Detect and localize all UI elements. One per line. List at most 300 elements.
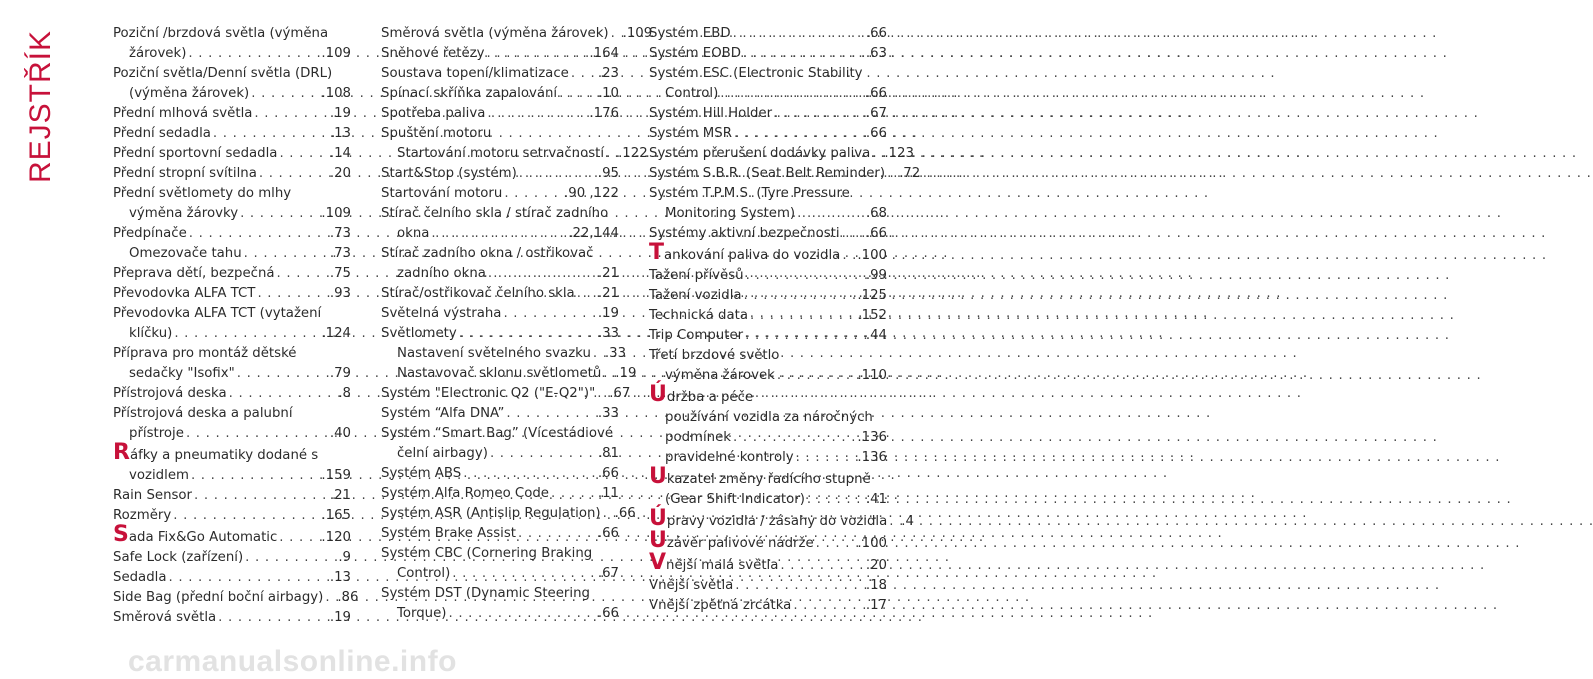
- page-number: .109: [321, 46, 351, 61]
- leader-dots: [842, 224, 864, 244]
- entry-term: Systém "Electronic Q2 ("E-Q2")": [381, 386, 596, 401]
- leader-dots: [733, 428, 855, 448]
- page-number: .9: [338, 550, 351, 565]
- page-number: .19: [615, 366, 637, 381]
- page-number: .20: [865, 558, 887, 573]
- leader-dots: [279, 144, 327, 164]
- entry-term: Omezovače tahu: [129, 246, 242, 261]
- page-number: .176: [589, 106, 619, 121]
- index-entry: [381, 324, 619, 344]
- leader-dots: [506, 404, 595, 424]
- entry-term: přístroje: [129, 426, 184, 441]
- leader-dots: [796, 448, 856, 468]
- index-entry: [381, 124, 648, 164]
- index-entry: [649, 550, 887, 576]
- entry-heading: Systém “Smart Bag” (Vícestádiové: [381, 426, 614, 441]
- leader-dots: [174, 324, 319, 344]
- entry-term: zadního okna: [397, 266, 486, 281]
- page-number: .109: [622, 26, 653, 41]
- page-number: .86: [337, 590, 359, 605]
- index-entry: [113, 244, 351, 264]
- entry-term: Tažení přívěsů: [649, 268, 744, 283]
- entry-term: Světelná výstraha: [381, 306, 502, 321]
- index-entry: [381, 504, 636, 524]
- leader-dots: [254, 104, 327, 124]
- entry-term: Přední sportovní sedadla: [113, 146, 278, 161]
- entry-term: Systém ASR (Antislip Regulation): [381, 506, 601, 521]
- page-number: .13: [329, 126, 351, 141]
- initial-letter: T: [649, 240, 665, 265]
- leader-dots: [194, 486, 328, 506]
- leader-dots: [245, 548, 336, 568]
- index-entry: [113, 486, 351, 506]
- entry-heading: Systém T.P.M.S. (Tyre Pressure: [649, 186, 850, 201]
- entry-term: pravidelné kontroly: [665, 450, 794, 465]
- entry-term: Systém ABS: [381, 466, 462, 481]
- entry-term: Soustava topení/klimatizace: [381, 66, 569, 81]
- entry-term: Vnější zpětná zrcátka: [649, 598, 792, 613]
- leader-dots: [744, 286, 856, 306]
- entry-term: nější malá světla: [666, 558, 779, 573]
- entry-term: Side Bag (přední boční airbagy): [113, 590, 324, 605]
- page-number: .67: [609, 386, 631, 401]
- page-number: .79: [329, 366, 351, 381]
- page-number: .19: [329, 610, 351, 625]
- index-entry: [649, 286, 887, 306]
- page-number: .21: [329, 488, 351, 503]
- page-number: .41: [865, 492, 887, 507]
- page-number: .66: [614, 506, 636, 521]
- entry-term: Systém EOBD: [649, 46, 742, 61]
- leader-dots: [720, 84, 864, 104]
- entry-term: Stírač/ostřikovač čelního skla: [381, 286, 575, 301]
- leader-dots: [733, 24, 864, 44]
- leader-dots: [186, 424, 328, 444]
- index-entry: [113, 224, 351, 244]
- entry-term: sedačky "Isofix": [129, 366, 235, 381]
- entry-term: Přední stropní svítilna: [113, 166, 257, 181]
- entry-term: ankování paliva do vozidla: [664, 248, 841, 263]
- entry-term: Systém přerušení dodávky paliva: [649, 146, 871, 161]
- page-number: .19: [597, 306, 619, 321]
- index-entry: [113, 144, 351, 164]
- page-number: .100: [857, 536, 887, 551]
- entry-term: Směrová světla (výměna žárovek): [381, 26, 609, 41]
- watermark: carmanualsonline.info: [128, 645, 457, 678]
- index-entry: [113, 184, 351, 224]
- index-entry: [649, 382, 887, 448]
- leader-dots: [452, 564, 596, 584]
- page-number: .100: [857, 248, 887, 263]
- index-entry: [113, 104, 351, 124]
- page-number: .95: [597, 166, 619, 181]
- leader-dots: [244, 244, 328, 264]
- entry-term: Trip Computer: [649, 328, 744, 343]
- side-section-title: REJSTŘÍK: [24, 30, 57, 184]
- entry-term: Systém S.B.R. (Seat Belt Reminder): [649, 166, 886, 181]
- index-entry: [381, 544, 619, 584]
- index-entry: [649, 144, 914, 164]
- entry-term: Rain Sensor: [113, 488, 193, 503]
- page-number: .125: [857, 288, 887, 303]
- page-number: .109: [321, 206, 351, 221]
- index-entry: [649, 576, 887, 596]
- index-entry: [113, 440, 351, 486]
- leader-dots: [735, 576, 864, 596]
- page-number: .67: [597, 566, 619, 581]
- page-number: .165: [321, 508, 351, 523]
- page-number: .136: [857, 450, 887, 465]
- page-number: .66: [597, 466, 619, 481]
- index-entry: [113, 522, 351, 548]
- entry-term: Vnější světla: [649, 578, 734, 593]
- leader-dots: [842, 246, 855, 266]
- page-number: .66: [865, 86, 887, 101]
- index-entry: [381, 364, 637, 384]
- leader-dots: [229, 384, 337, 404]
- entry-term: Systém Alfa Romeo Code: [381, 486, 549, 501]
- page-number: .110: [857, 368, 887, 383]
- page-number: .67: [865, 106, 887, 121]
- index-entry: [113, 548, 351, 568]
- page-number: .33: [597, 326, 619, 341]
- index-entry: [113, 608, 351, 628]
- index-entry: [381, 384, 631, 404]
- page-number: .75: [329, 266, 351, 281]
- index-entry: [649, 506, 914, 532]
- page-number: .8: [338, 386, 351, 401]
- index-entry: [649, 224, 887, 244]
- entry-term: Přední sedadla: [113, 126, 211, 141]
- leader-dots: [745, 326, 864, 346]
- entry-term: Torque): [397, 606, 447, 621]
- page-number: .123: [884, 146, 914, 161]
- index-entry: [649, 464, 887, 510]
- index-entry: [113, 304, 351, 344]
- entry-term: Světlomety: [381, 326, 457, 341]
- leader-dots: [487, 44, 588, 64]
- leader-dots: [503, 304, 595, 324]
- entry-term: výměna žárovek: [665, 368, 775, 383]
- page-number: .44: [865, 328, 887, 343]
- leader-dots: [240, 204, 319, 224]
- index-entry: [113, 384, 351, 404]
- entry-heading: Spuštění motoru: [381, 126, 492, 141]
- page-number: .40: [329, 426, 351, 441]
- page-number: .93: [329, 286, 351, 301]
- index-entry: [649, 44, 887, 64]
- page-number: .159: [321, 468, 351, 483]
- leader-dots: [603, 364, 613, 384]
- index-entry: [113, 124, 351, 144]
- leader-dots: [816, 534, 856, 554]
- entry-term: Sedadla: [113, 570, 167, 585]
- leader-dots: [279, 528, 319, 548]
- index-entry: [381, 284, 619, 304]
- page-number: .90 ,122: [564, 186, 619, 201]
- leader-dots: [571, 64, 596, 84]
- index-entry: [381, 64, 619, 84]
- leader-dots: [237, 364, 328, 384]
- index-entry: [649, 346, 887, 386]
- page-number: .33: [597, 406, 619, 421]
- leader-dots: [218, 608, 328, 628]
- leader-dots: [463, 464, 596, 484]
- page-number: .21: [597, 266, 619, 281]
- entry-term: Systém Hill Holder: [649, 106, 773, 121]
- leader-dots: [774, 104, 864, 124]
- index-entry: [649, 528, 887, 554]
- leader-dots: [257, 284, 327, 304]
- leader-dots: [490, 444, 596, 464]
- leader-dots: [459, 324, 596, 344]
- entry-term: žárovek): [129, 46, 187, 61]
- entry-heading: držba a péče: [666, 390, 754, 405]
- index-entry: [649, 64, 887, 104]
- index-entry: [649, 124, 887, 144]
- entry-term: Předpínače: [113, 226, 187, 241]
- leader-dots: [277, 264, 328, 284]
- entry-term: Tažení vozidla: [649, 288, 742, 303]
- index-entry: [381, 464, 619, 484]
- entry-heading: Stírač čelního skla / stírač zadního: [381, 206, 609, 221]
- initial-letter: Ú: [649, 506, 667, 531]
- page-number: .17: [865, 598, 887, 613]
- page-number: .68: [865, 206, 887, 221]
- page-number: .14: [329, 146, 351, 161]
- entry-term: čelní airbagy): [397, 446, 488, 461]
- page-number: .63: [865, 46, 887, 61]
- entry-heading: Systém DST (Dynamic Steering: [381, 586, 590, 601]
- page-number: .11: [597, 486, 619, 501]
- index-entry: [649, 164, 921, 184]
- entry-heading: Přístrojová deska a palubní: [113, 406, 293, 421]
- index-column-3: [649, 24, 921, 616]
- leader-dots: [734, 124, 864, 144]
- entry-heading: Přední světlomety do mlhy: [113, 186, 292, 201]
- leader-dots: [259, 164, 328, 184]
- page-number: .66: [597, 606, 619, 621]
- entry-term: Systém MSR: [649, 126, 732, 141]
- entry-term: Směrová světla: [113, 610, 217, 625]
- page-number: .152: [857, 308, 887, 323]
- leader-dots: [606, 144, 616, 164]
- entry-term: Nastavovač sklonu světlometů: [397, 366, 602, 381]
- leader-dots: [597, 384, 607, 404]
- entry-term: Start&Stop (systém): [381, 166, 517, 181]
- index-entry: [381, 84, 619, 104]
- index-entry: [381, 184, 619, 204]
- entry-term: Přeprava dětí, bezpečná: [113, 266, 275, 281]
- entry-term: pravy vozidla / zásahy do vozidla: [666, 514, 888, 529]
- index-entry: [381, 484, 619, 504]
- leader-dots: [191, 466, 319, 486]
- page-number: .23: [597, 66, 619, 81]
- entry-term: Systém Brake Assist: [381, 526, 516, 541]
- page-number: .18: [865, 578, 887, 593]
- entry-term: Systémy aktivní bezpečnosti: [649, 226, 840, 241]
- leader-dots: [577, 284, 596, 304]
- entry-term: Monitoring System): [665, 206, 796, 221]
- entry-term: Control): [665, 86, 719, 101]
- page-number: .120: [321, 530, 351, 545]
- entry-term: Spínací skříňka zapalování: [381, 86, 558, 101]
- index-entry: [649, 184, 887, 224]
- leader-dots: [743, 44, 864, 64]
- initial-letter: Ú: [649, 382, 667, 407]
- page-number: .122: [618, 146, 648, 161]
- index-entry: [649, 266, 887, 286]
- leader-dots: [746, 266, 864, 286]
- index-column-2: [381, 24, 653, 624]
- leader-dots: [488, 264, 596, 284]
- index-entry: [649, 24, 887, 44]
- leader-dots: [593, 344, 603, 364]
- page-number: .20: [329, 166, 351, 181]
- entry-term: výměna žárovky: [129, 206, 239, 221]
- index-entry: [381, 164, 619, 184]
- initial-letter: V: [649, 550, 667, 575]
- leader-dots: [603, 504, 613, 524]
- index-entry: [113, 164, 351, 184]
- page-number: .124: [321, 326, 351, 341]
- leader-dots: [777, 366, 856, 386]
- index-entry: [649, 306, 887, 326]
- entry-term: vozidlem: [129, 468, 189, 483]
- entry-term: klíčku): [129, 326, 173, 341]
- entry-term: okna: [397, 226, 430, 241]
- index-entry: [113, 264, 351, 284]
- page-number: .164: [589, 46, 619, 61]
- index-entry: [113, 64, 351, 104]
- page-number: .66: [865, 226, 887, 241]
- entry-term: Startování motoru setrvačností: [397, 146, 605, 161]
- leader-dots: [551, 484, 596, 504]
- entry-term: závěr palivové nádrže: [666, 536, 814, 551]
- index-column-1: [113, 24, 359, 628]
- entry-term: ada Fix&Go Automatic: [128, 530, 278, 545]
- index-entry: [381, 244, 619, 284]
- leader-dots: [559, 84, 596, 104]
- page-number: .66: [865, 26, 887, 41]
- page-number: .73: [329, 226, 351, 241]
- leader-dots: [519, 164, 596, 184]
- page-number: .72: [899, 166, 921, 181]
- page-number: .10: [597, 86, 619, 101]
- page-number: .81: [597, 446, 619, 461]
- entry-term: Systém “Alfa DNA”: [381, 406, 505, 421]
- entry-heading: kazatel změny řadícího stupně: [666, 472, 871, 487]
- initial-letter: U: [649, 464, 667, 489]
- index-entry: [113, 588, 359, 608]
- leader-dots: [780, 556, 863, 576]
- entry-term: Technická data: [649, 308, 749, 323]
- page-number: .21: [597, 286, 619, 301]
- entry-subheading: používání vozidla za náročných: [665, 410, 873, 425]
- entry-heading: Poziční světla/Denní světla (DRL): [113, 66, 333, 81]
- index-entry: [113, 284, 351, 304]
- entry-term: Systém EBD: [649, 26, 731, 41]
- leader-dots: [887, 164, 897, 184]
- entry-term: Přístrojová deska: [113, 386, 227, 401]
- page-number: .19: [329, 106, 351, 121]
- leader-dots: [750, 306, 855, 326]
- index-entry: [381, 304, 619, 324]
- initial-letter: S: [113, 522, 129, 547]
- index-entry: [649, 448, 887, 468]
- entry-term: Rozměry: [113, 508, 172, 523]
- leader-dots: [872, 144, 882, 164]
- index-entry: [113, 344, 351, 384]
- page-number: .99: [865, 268, 887, 283]
- index-entry: [649, 104, 887, 124]
- entry-heading: Stírač zadního okna / ostřikovač: [381, 246, 594, 261]
- index-entry: [113, 24, 351, 64]
- entry-term: Sněhové řetězy: [381, 46, 485, 61]
- leader-dots: [188, 44, 319, 64]
- entry-heading: Poziční /brzdová světla (výměna: [113, 26, 329, 41]
- index-entry: [381, 24, 653, 44]
- index-entry: [113, 506, 351, 526]
- leader-dots: [173, 506, 319, 526]
- leader-dots: [611, 24, 621, 44]
- leader-dots: [889, 512, 899, 532]
- leader-dots: [487, 104, 587, 124]
- page-number: .66: [865, 126, 887, 141]
- entry-term: Startování motoru: [381, 186, 503, 201]
- entry-term: Nastavení světelného svazku: [397, 346, 591, 361]
- page-number: .136: [857, 430, 887, 445]
- index-entry: [649, 240, 887, 266]
- initial-letter: U: [649, 528, 667, 553]
- index-entry: [381, 404, 619, 424]
- entry-term: Přední mlhová světla: [113, 106, 253, 121]
- leader-dots: [504, 184, 562, 204]
- entry-heading: Příprava pro montáž dětské: [113, 346, 297, 361]
- index-entry: [381, 424, 619, 464]
- index-entry: [381, 104, 619, 124]
- entry-term: podmínek: [665, 430, 731, 445]
- page-number: .108: [321, 86, 351, 101]
- leader-dots: [797, 204, 864, 224]
- page-number: .33: [604, 346, 627, 361]
- index-entry: [381, 204, 619, 244]
- entry-heading: Třetí brzdové světlo: [649, 348, 780, 363]
- entry-term: Spotřeba paliva: [381, 106, 486, 121]
- page-number: .4: [901, 514, 914, 529]
- index-entry: [381, 524, 619, 544]
- leader-dots: [518, 524, 596, 544]
- index-entry: [381, 44, 619, 64]
- leader-dots: [169, 568, 328, 588]
- entry-term: Převodovka ALFA TCT: [113, 286, 256, 301]
- initial-letter: R: [113, 440, 130, 465]
- leader-dots: [807, 490, 864, 510]
- index-entry: [381, 344, 627, 364]
- index-entry: [649, 326, 887, 346]
- page-number: .66: [597, 526, 619, 541]
- entry-heading: Převodovka ALFA TCT (vytažení: [113, 306, 322, 321]
- entry-term: Control): [397, 566, 451, 581]
- entry-term: Safe Lock (zařízení): [113, 550, 244, 565]
- leader-dots: [448, 604, 595, 624]
- leader-dots: [189, 224, 328, 244]
- index-entry: [649, 596, 887, 616]
- entry-heading: áfky a pneumatiky dodané s: [129, 448, 319, 463]
- leader-dots: [251, 84, 319, 104]
- leader-dots: [325, 588, 335, 608]
- entry-heading: Systém CBC (Cornering Braking: [381, 546, 593, 561]
